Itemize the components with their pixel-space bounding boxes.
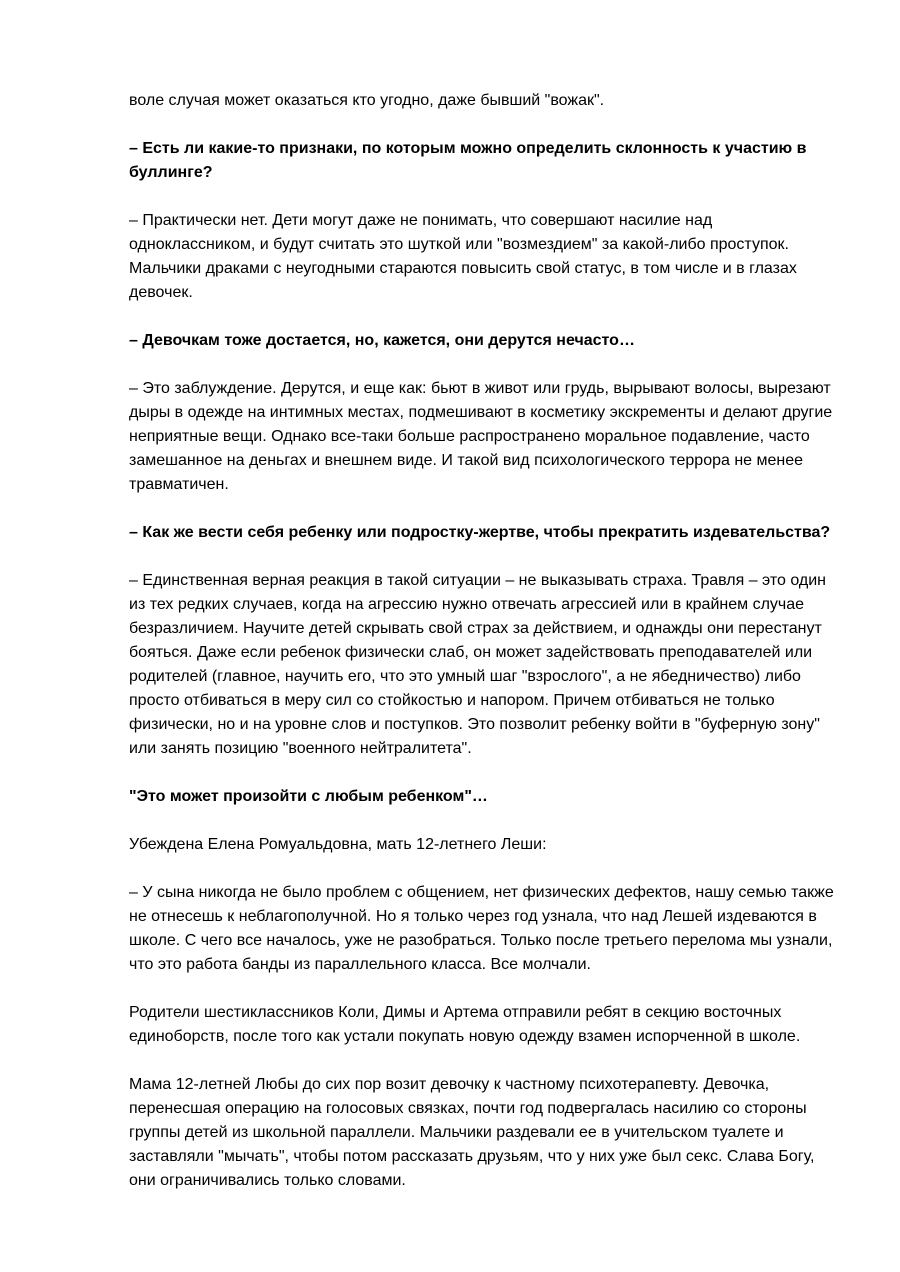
paragraph-intro: воле случая может оказаться кто угодно, даже бывший "вожак". bbox=[129, 92, 605, 109]
answer-girls: – Это заблуждение. Дерутся, и еще как: бьют в живот или грудь, вырывают волосы, вырезают дыры в одежде на интимных местах, подмешивают в косметику экскременты и делают другие неприятные вещи. Однако все-таки больше распространено моральное подавление, часто замешанное на деньгах и внешнем виде. И такой вид психологического террора не менее травматичен. bbox=[129, 380, 833, 493]
document-body bbox=[129, 89, 839, 1217]
answer-signs: – Практически нет. Дети могут даже не понимать, что совершают насилие над одноклассником, и будут считать это шуткой или "возмездием" за какой-либо проступок. Мальчики драками с неугодными стараются повысить свой статус, в том числе и в глазах девочек. bbox=[129, 212, 797, 301]
paragraph-elena-intro: Убеждена Елена Ромуальдовна, мать 12-летнего Леши: bbox=[129, 836, 547, 853]
paragraph-elena-quote: – У сына никогда не было проблем с общением, нет физических дефектов, нашу семью также не отнесешь к неблагополучной. Но я только через год узнала, что над Лешей издеваются в школе. С чего все началось, уже не разобраться. Только после третьего перелома мы узнали, что это работа банды из параллельного класса. Все молчали. bbox=[129, 884, 834, 973]
question-victim-behavior: – Как же вести себя ребенку или подростку-жертве, чтобы прекратить издевательства? bbox=[129, 524, 831, 541]
answer-victim-behavior: – Единственная верная реакция в такой ситуации – не выказывать страха. Травля – это один из тех редких случаев, когда на агрессию нужно отвечать агрессией или в крайнем случае безразличием. Научите детей скрывать свой страх за действием, и однажды они перестанут бояться. Даже если ребенок физически слаб, он может задействовать преподавателей или родителей (главное, научить его, что это умный шаг "взрослого", а не ябедничество) либо просто отбиваться в меру сил со стойкостью и напором. Причем отбиваться не только физически, но и на уровне слов и поступков. Это позволит ребенку войти в "буферную зону" или занять позицию "военного нейтралитета". bbox=[129, 572, 827, 757]
paragraph-lyuba: Мама 12-летней Любы до сих пор возит девочку к частному психотерапевту. Девочка, перенесшая операцию на голосовых связках, почти год подвергалась насилию со стороны группы детей из школьной параллели. Мальчики раздевали ее в учительском туалете и заставляли "мычать", чтобы потом рассказать друзьям, что у них уже был секс. Слава Богу, они ограничивались только словами. bbox=[129, 1076, 815, 1189]
section-heading: "Это может произойти с любым ребенком"… bbox=[129, 788, 488, 805]
paragraph-sixth-graders: Родители шестиклассников Коли, Димы и Артема отправили ребят в секцию восточных единоборств, после того как устали покупать новую одежду взамен испорченной в школе. bbox=[129, 1004, 801, 1045]
question-girls: – Девочкам тоже достается, но, кажется, они дерутся нечасто… bbox=[129, 332, 635, 349]
question-signs: – Есть ли какие-то признаки, по которым можно определить склонность к участию в буллинге? bbox=[129, 140, 807, 181]
